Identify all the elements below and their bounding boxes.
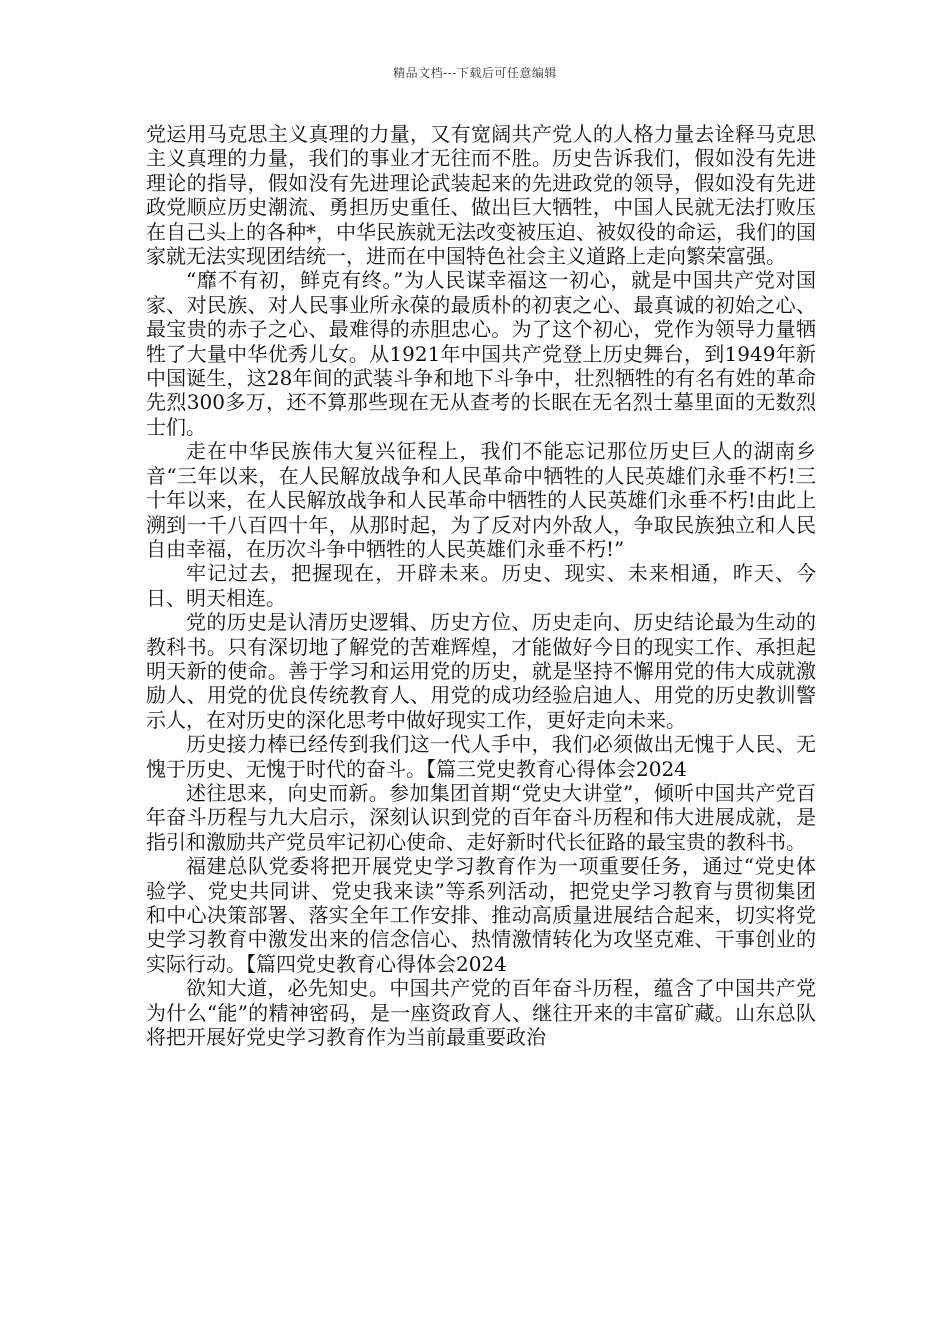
page-header: 精品文档---下载后可任意编辑: [393, 66, 557, 80]
paragraph: 欲知大道，必先知史。中国共产党的百年奋斗历程，蕴含了中国共产党为什么“能”的精神密码，是一座资政育人、继往开来的丰富矿藏。山东总队将把开展好党史学习教育作为当前最重要政治: [146, 976, 816, 1050]
paragraph: “靡不有初，鲜克有终。”为人民谋幸福这一初心，就是中国共产党对国家、对民族、对人民事业所永葆的最质朴的初衷之心、最真诚的初始之心、最宝贵的赤子之心、最难得的赤胆忠心。为了这个初心，党作为领导力量牺牲了大量中华优秀儿女。从1921年中国共产党登上历史舞台，到1949年新中国诞生，这28年间的武装斗争和地下斗争中，壮烈牺牲的有名有姓的革命先烈300多万，还不算那些现在无从查考的长眠在无名烈士墓里面的无数烈士们。: [146, 268, 816, 439]
paragraph: 历史接力棒已经传到我们这一代人手中，我们必须做出无愧于人民、无愧于历史、无愧于时代的奋斗。【篇三党史教育心得体会2024: [146, 732, 816, 781]
paragraph: 走在中华民族伟大复兴征程上，我们不能忘记那位历史巨人的湖南乡音“三年以来，在人民解放战争和人民革命中牺牲的人民英雄们永垂不朽!三十年以来，在人民解放战争和人民革命中牺牲的人民英雄们永垂不朽!由此上溯到一千八百四十年，从那时起，为了反对内外敌人，争取民族独立和人民自由幸福，在历次斗争中牺牲的人民英雄们永垂不朽!”: [146, 439, 816, 561]
document-body: [146, 122, 816, 1049]
paragraph: 述往思来，向史而新。参加集团首期“党史大讲堂”，倾听中国共产党百年奋斗历程与九大启示，深刻认识到党的百年奋斗历程和伟大进展成就，是指引和激励共产党员牢记初心使命、走好新时代长征路的最宝贵的教科书。: [146, 780, 816, 854]
paragraph: 党运用马克思主义真理的力量，又有宽阔共产党人的人格力量去诠释马克思主义真理的力量，我们的事业才无往而不胜。历史告诉我们，假如没有先进理论的指导，假如没有先进理论武装起来的先进政党的领导，假如没有先进政党顺应历史潮流、勇担历史重任、做出巨大牺牲，中国人民就无法打败压在自己头上的各种*，中华民族就无法改变被压迫、被奴役的命运，我们的国家就无法实现团结统一，进而在中国特色社会主义道路上走向繁荣富强。: [146, 122, 816, 269]
paragraph: 牢记过去，把握现在，开辟未来。历史、现实、未来相通，昨天、今日、明天相连。: [146, 561, 816, 610]
paragraph: 党的历史是认清历史逻辑、历史方位、历史走向、历史结论最为生动的教科书。只有深切地了解党的苦难辉煌，才能做好今日的现实工作、承担起明天新的使命。善于学习和运用党的历史，就是坚持不懈用党的伟大成就激励人、用党的优良传统教育人、用党的成功经验启迪人、用党的历史教训警示人，在对历史的深化思考中做好现实工作，更好走向未来。: [146, 610, 816, 732]
paragraph: 福建总队党委将把开展党史学习教育作为一项重要任务，通过“党史体验学、党史共同讲、党史我来读”等系列活动，把党史学习教育与贯彻集团和中心决策部署、落实全年工作安排、推动高质量进展结合起来，切实将党史学习教育中激发出来的信念信心、热情激情转化为攻坚克难、干事创业的实际行动。【篇四党史教育心得体会2024: [146, 854, 816, 976]
